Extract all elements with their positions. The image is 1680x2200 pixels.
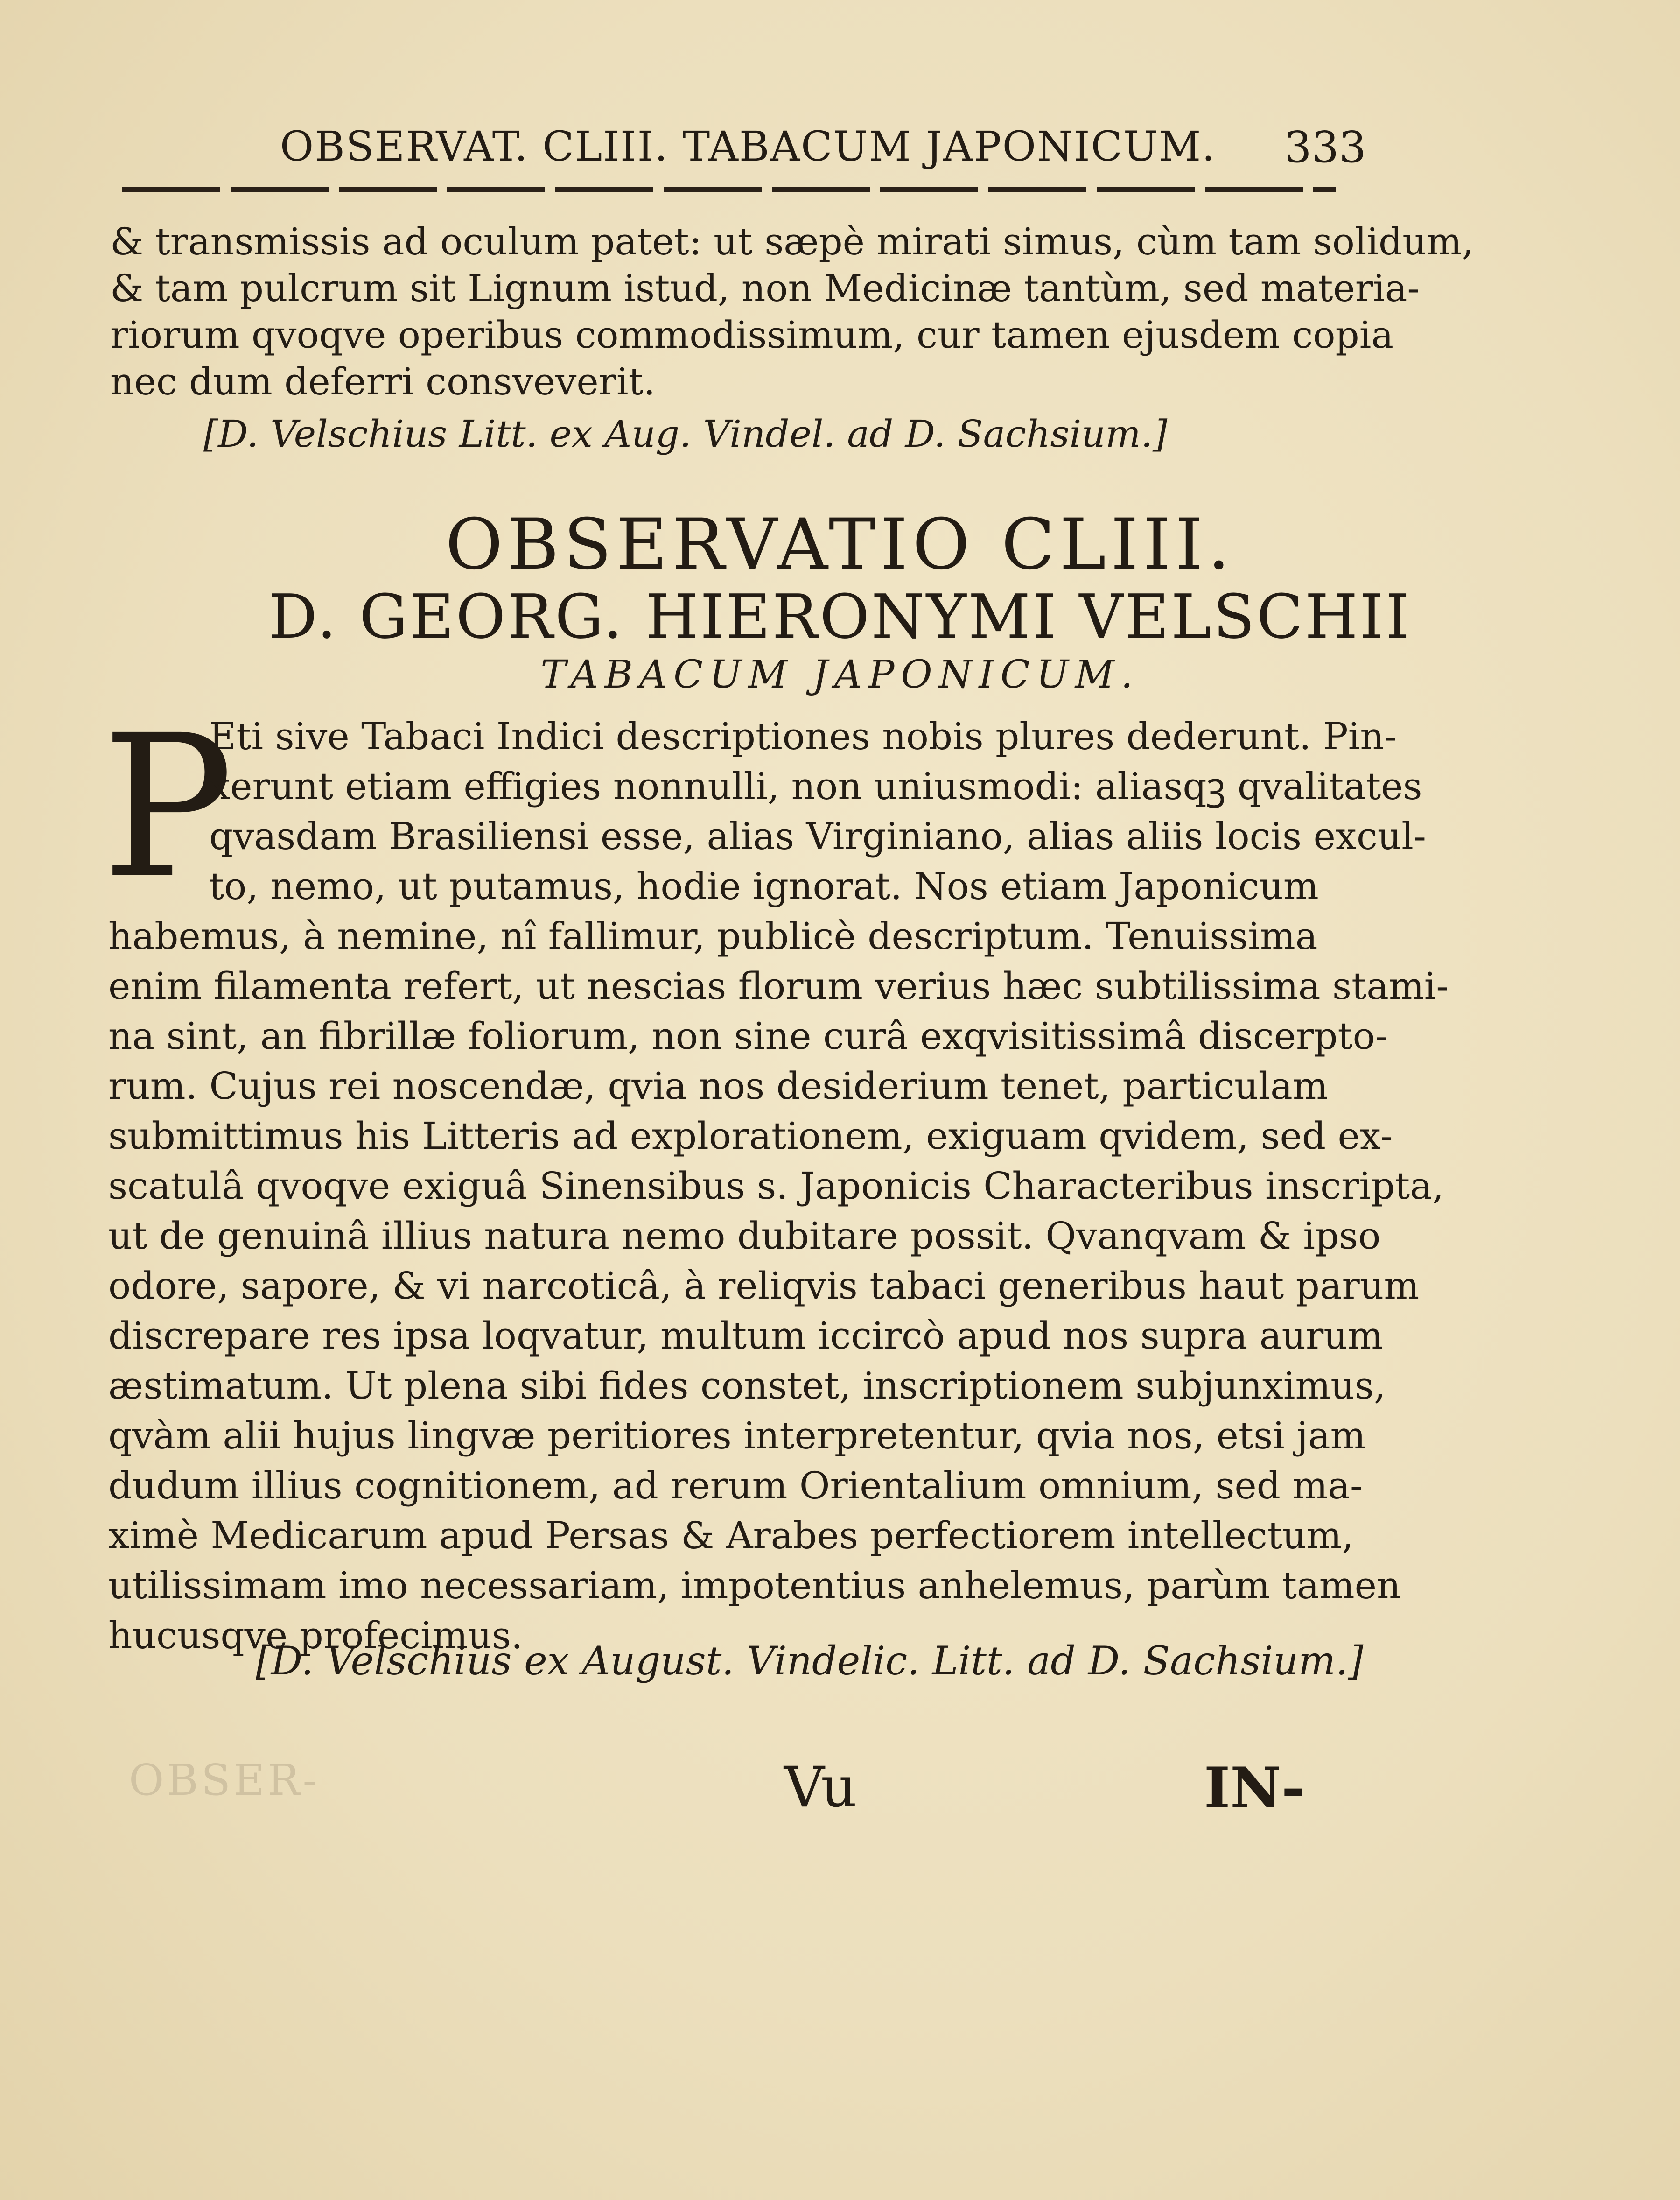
body-line: submittimus his Litteris ad explorationem, exiguam qvidem, sed ex- — [108, 1114, 1393, 1158]
observation-title: OBSERVATIO CLIII. — [445, 504, 1235, 585]
body-line: ut de genuinâ illius natura nemo dubitare possit. Qvanqvam & ipso — [108, 1214, 1381, 1258]
body-line: qvasdam Brasiliensi esse, alias Virginiano, alias aliis locis excul- — [209, 815, 1426, 858]
body-line: ximè Medicarum apud Persas & Arabes perfectiorem intellectum, — [108, 1514, 1354, 1557]
continuation-attribution: [D. Velschius Litt. ex Aug. Vindel. ad D. Sachsium.] — [203, 412, 1168, 456]
body-line: enim filamenta refert, ut nescias florum verius hæc subtilissima stami- — [108, 964, 1449, 1008]
body-line: dudum illius cognitionem, ad rerum Orientalium omnium, sed ma- — [108, 1464, 1363, 1507]
body-line: rum. Cujus rei noscendæ, qvia nos desiderium tenet, particulam — [108, 1064, 1328, 1108]
show-through-text: OBSER- — [129, 1755, 320, 1805]
body-line: qvàm alii hujus lingvæ peritiores interpretentur, qvia nos, etsi jam — [108, 1414, 1366, 1457]
body-line: na sint, an fibrillæ foliorum, non sine curâ exqvisitissimâ discerpto- — [108, 1014, 1388, 1058]
header-rule — [122, 187, 1336, 192]
running-head: OBSERVAT. CLIII. TABACUM JAPONICUM. — [280, 122, 1216, 170]
body-line: to, nemo, ut putamus, hodie ignorat. Nos etiam Japonicum — [209, 865, 1319, 908]
continuation-line: & transmissis ad oculum patet: ut sæpè mirati simus, cùm tam solidum, — [110, 220, 1474, 263]
body-line: utilissimam imo necessariam, impotentius anhelemus, parùm tamen — [108, 1564, 1401, 1607]
continuation-line: & tam pulcrum sit Lignum istud, non Medicinæ tantùm, sed materia- — [110, 267, 1420, 310]
drop-cap-initial: P — [102, 693, 234, 921]
body-line: Eti sive Tabaci Indici descriptiones nobis plures dederunt. Pin- — [209, 715, 1397, 758]
continuation-line: riorum qvoqve operibus commodissimum, cur tamen ejusdem copia — [110, 313, 1394, 357]
body-line: xerunt etiam effigies nonnulli, non uniusmodi: aliasqꝫ qvalitates — [209, 765, 1422, 808]
page-number: 333 — [1284, 122, 1366, 172]
observation-subject: TABACUM JAPONICUM. — [540, 653, 1140, 697]
body-line: scatulâ qvoqve exiguâ Sinensibus s. Japonicis Characteribus inscripta, — [108, 1164, 1444, 1208]
body-line: hucusqve profecimus. — [108, 1614, 523, 1657]
body-line: odore, sapore, & vi narcoticâ, à reliqvis tabaci generibus haut parum — [108, 1264, 1420, 1307]
body-line: discrepare res ipsa loqvatur, multum iccircò apud nos supra aurum — [108, 1314, 1383, 1357]
catchword: IN- — [1204, 1755, 1305, 1821]
signature-mark: Vu — [784, 1755, 857, 1820]
body-line: æstimatum. Ut plena sibi fides constet, inscriptionem subjunximus, — [108, 1364, 1386, 1407]
body-line: habemus, à nemine, nî fallimur, publicè descriptum. Tenuissima — [108, 914, 1318, 958]
continuation-line: nec dum deferri consveverit. — [110, 360, 656, 403]
observation-author: D. GEORG. HIERONYMI VELSCHII — [268, 581, 1412, 652]
observation-attribution: [D. Velschius ex August. Vindelic. Litt. ad D. Sachsium.] — [256, 1638, 1364, 1684]
